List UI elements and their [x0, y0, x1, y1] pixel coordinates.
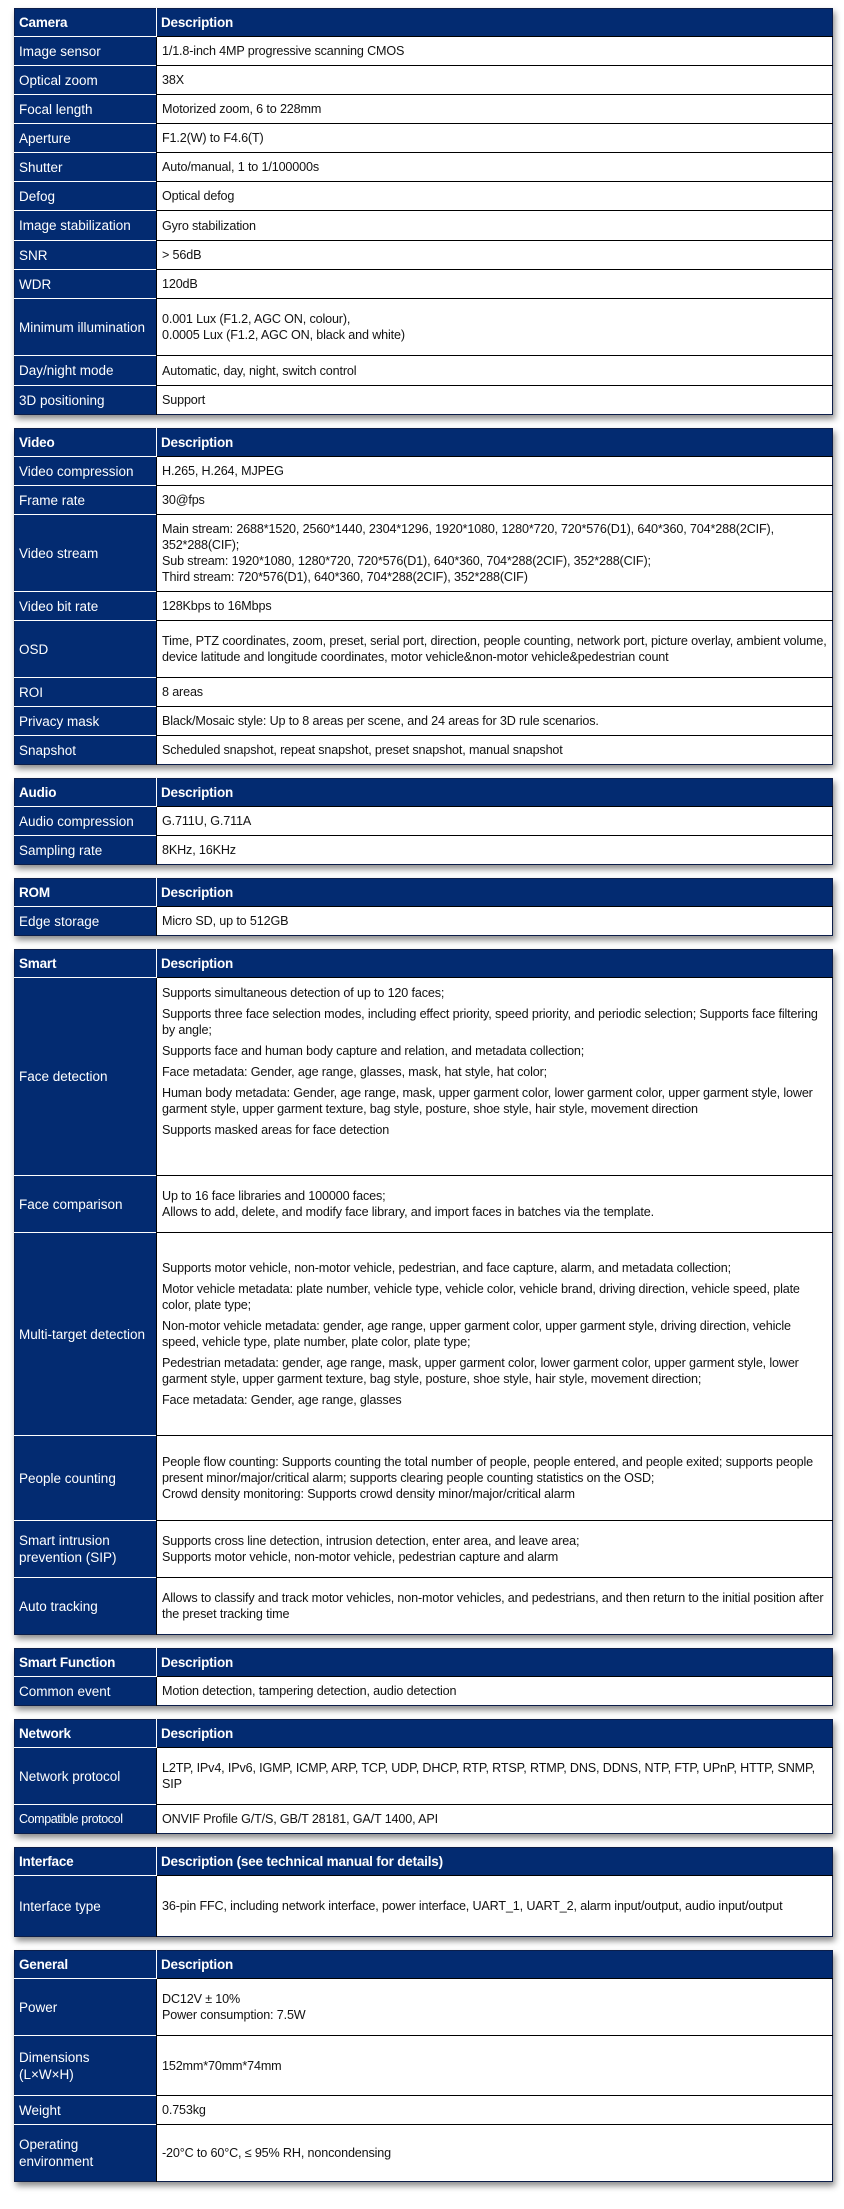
- table-row: [15, 736, 833, 765]
- row-label: Sampling rate: [15, 836, 157, 865]
- value-paragraph: Face metadata: Gender, age range, glasses, mask, hat style, hat color;: [162, 1065, 548, 1079]
- description-header: Description: [157, 429, 833, 457]
- table-row: [15, 2125, 833, 2182]
- table-row: [15, 707, 833, 736]
- row-label: Auto tracking: [15, 1578, 157, 1635]
- row-value: [157, 1521, 833, 1578]
- row-value: [157, 1176, 833, 1233]
- value-line: Power consumption: 7.5W: [162, 2008, 306, 2022]
- table-header: [15, 1848, 833, 1876]
- table-header: [15, 9, 833, 37]
- row-value: [157, 1436, 833, 1521]
- table-row: [15, 299, 833, 356]
- value-line: 0.0005 Lux (F1.2, AGC ON, black and white): [162, 328, 405, 342]
- value-paragraph: Face metadata: Gender, age range, glasses: [162, 1393, 402, 1407]
- section-title: Network: [15, 1720, 157, 1748]
- table-row: [15, 66, 833, 95]
- row-value: 8 areas: [157, 678, 833, 707]
- row-label: Image sensor: [15, 37, 157, 66]
- value-line: Third stream: 720*576(D1), 640*360, 704*288(2CIF), 352*288(CIF): [162, 570, 528, 584]
- value-line: Sub stream: 1920*1080, 1280*720, 720*576(D1), 640*360, 704*288(2CIF), 352*288(CIF);: [162, 554, 651, 568]
- row-value: [157, 515, 833, 592]
- row-value: H.265, H.264, MJPEG: [157, 457, 833, 486]
- row-value: Auto/manual, 1 to 1/100000s: [157, 153, 833, 182]
- table-row: [15, 1578, 833, 1635]
- row-label: Minimum illumination: [15, 299, 157, 356]
- value-line: Main stream: 2688*1520, 2560*1440, 2304*1296, 1920*1080, 1280*720, 720*576(D1), 640*360, 704*288(2CIF), 352*288(CIF);: [162, 522, 774, 552]
- table-row: [15, 807, 833, 836]
- table-row: [15, 836, 833, 865]
- row-value: Scheduled snapshot, repeat snapshot, preset snapshot, manual snapshot: [157, 736, 833, 765]
- row-label: Face comparison: [15, 1176, 157, 1233]
- row-label: Frame rate: [15, 486, 157, 515]
- row-value: Automatic, day, night, switch control: [157, 356, 833, 386]
- row-value: F1.2(W) to F4.6(T): [157, 124, 833, 153]
- value-paragraph: Pedestrian metadata: gender, age range, mask, upper garment color, lower garment color, upper garment style, lower garment style, upper garment texture, bag style, posture, shoe style, hair style, movement direction;: [162, 1356, 799, 1386]
- row-value: Time, PTZ coordinates, zoom, preset, serial port, direction, people counting, network port, picture overlay, ambient volume, device latitude and longitude coordinates, motor vehicle&non-motor vehicle&pedestrian count: [157, 621, 833, 678]
- row-value: ONVIF Profile G/T/S, GB/T 28181, GA/T 1400, API: [157, 1805, 833, 1834]
- row-value: 128Kbps to 16Mbps: [157, 592, 833, 621]
- table-row: [15, 182, 833, 211]
- table-row: [15, 457, 833, 486]
- row-value: Support: [157, 386, 833, 415]
- table-row: [15, 153, 833, 182]
- value-paragraph: Human body metadata: Gender, age range, mask, upper garment color, lower garment color, upper garment style, lower garment style, upper garment texture, bag style, posture, shoe style, hair style, movement direction: [162, 1086, 813, 1116]
- row-label: Day/night mode: [15, 356, 157, 386]
- row-label: Operating environment: [15, 2125, 157, 2182]
- section-title: Video: [15, 429, 157, 457]
- table-row: [15, 907, 833, 936]
- row-label: Video bit rate: [15, 592, 157, 621]
- row-label: Optical zoom: [15, 66, 157, 95]
- row-label: Image stabilization: [15, 211, 157, 241]
- audio-spec-table: [14, 778, 833, 865]
- section-title: Interface: [15, 1848, 157, 1876]
- value-line: Crowd density monitoring: Supports crowd density minor/major/critical alarm: [162, 1487, 575, 1501]
- row-value: 36-pin FFC, including network interface, power interface, UART_1, UART_2, alarm input/output, audio input/output: [157, 1876, 833, 1937]
- table-row: [15, 270, 833, 299]
- table-row: [15, 1979, 833, 2036]
- section-title: General: [15, 1951, 157, 1979]
- table-row: [15, 1748, 833, 1805]
- row-value: Micro SD, up to 512GB: [157, 907, 833, 936]
- value-line: 0.001 Lux (F1.2, AGC ON, colour),: [162, 312, 351, 326]
- interface-spec-table: [14, 1847, 833, 1937]
- row-label: OSD: [15, 621, 157, 678]
- table-row: [15, 2036, 833, 2096]
- row-label: Multi-target detection: [15, 1233, 157, 1436]
- row-label: Focal length: [15, 95, 157, 124]
- table-row: [15, 2096, 833, 2125]
- table-row: [15, 592, 833, 621]
- row-value: Motion detection, tampering detection, audio detection: [157, 1677, 833, 1706]
- table-row: [15, 1805, 833, 1834]
- row-value: -20°C to 60°C, ≤ 95% RH, noncondensing: [157, 2125, 833, 2182]
- label-line: Dimensions: [19, 2049, 90, 2065]
- table-header: [15, 879, 833, 907]
- row-label: Defog: [15, 182, 157, 211]
- row-label: Audio compression: [15, 807, 157, 836]
- description-header: Description: [157, 779, 833, 807]
- row-value: Allows to classify and track motor vehicles, non-motor vehicles, and pedestrians, and then return to the initial position after the preset tracking time: [157, 1578, 833, 1635]
- value-paragraph: Supports three face selection modes, including effect priority, speed priority, and periodic selection; Supports face filtering by angle;: [162, 1007, 818, 1037]
- table-row: [15, 211, 833, 241]
- row-label: Compatible protocol: [15, 1805, 157, 1834]
- table-header: [15, 1720, 833, 1748]
- row-value: [157, 1233, 833, 1436]
- description-header: Description: [157, 9, 833, 37]
- row-label: Privacy mask: [15, 707, 157, 736]
- value-paragraph: Supports simultaneous detection of up to 120 faces;: [162, 986, 445, 1000]
- table-row: [15, 95, 833, 124]
- row-value: 30@fps: [157, 486, 833, 515]
- row-value: [157, 1979, 833, 2036]
- row-label: Weight: [15, 2096, 157, 2125]
- table-row: [15, 241, 833, 270]
- row-label: Shutter: [15, 153, 157, 182]
- row-label: Aperture: [15, 124, 157, 153]
- value-line: DC12V ± 10%: [162, 1992, 241, 2006]
- section-title: Audio: [15, 779, 157, 807]
- row-label: WDR: [15, 270, 157, 299]
- table-row: [15, 356, 833, 386]
- table-row: [15, 1876, 833, 1937]
- value-line: Supports cross line detection, intrusion detection, enter area, and leave area;: [162, 1534, 580, 1548]
- table-row: [15, 515, 833, 592]
- row-label: Common event: [15, 1677, 157, 1706]
- description-header: Description (see technical manual for details): [157, 1848, 833, 1876]
- description-header: Description: [157, 950, 833, 978]
- row-value: Motorized zoom, 6 to 228mm: [157, 95, 833, 124]
- row-label: Video compression: [15, 457, 157, 486]
- general-spec-table: [14, 1950, 833, 2182]
- row-label: Face detection: [15, 978, 157, 1176]
- row-value: Black/Mosaic style: Up to 8 areas per scene, and 24 areas for 3D rule scenarios.: [157, 707, 833, 736]
- smart-spec-table: [14, 949, 833, 1635]
- description-header: Description: [157, 1720, 833, 1748]
- section-title: Smart: [15, 950, 157, 978]
- row-label: Network protocol: [15, 1748, 157, 1805]
- table-row: [15, 124, 833, 153]
- value-line: Allows to add, delete, and modify face library, and import faces in batches via the template.: [162, 1205, 654, 1219]
- value-line: Up to 16 face libraries and 100000 faces;: [162, 1189, 386, 1203]
- table-row: [15, 678, 833, 707]
- row-value: 38X: [157, 66, 833, 95]
- value-paragraph: Supports face and human body capture and relation, and metadata collection;: [162, 1044, 585, 1058]
- row-label: People counting: [15, 1436, 157, 1521]
- row-value: 120dB: [157, 270, 833, 299]
- row-value: 0.753kg: [157, 2096, 833, 2125]
- section-title: Smart Function: [15, 1649, 157, 1677]
- description-header: Description: [157, 1951, 833, 1979]
- table-header: [15, 1951, 833, 1979]
- row-value: [157, 299, 833, 356]
- network-spec-table: [14, 1719, 833, 1834]
- row-label: Power: [15, 1979, 157, 2036]
- section-title: Camera: [15, 9, 157, 37]
- rom-spec-table: [14, 878, 833, 936]
- camera-spec-table: [14, 8, 833, 415]
- table-header: [15, 429, 833, 457]
- row-value: 152mm*70mm*74mm: [157, 2036, 833, 2096]
- table-row: [15, 978, 833, 1176]
- smart-function-spec-table: [14, 1648, 833, 1706]
- table-header: [15, 1649, 833, 1677]
- row-value: L2TP, IPv4, IPv6, IGMP, ICMP, ARP, TCP, UDP, DHCP, RTP, RTSP, RTMP, DNS, DDNS, NTP, FTP, UPnP, HTTP, SNMP, SIP: [157, 1748, 833, 1805]
- row-value: [157, 978, 833, 1176]
- row-label: ROI: [15, 678, 157, 707]
- video-spec-table: [14, 428, 833, 765]
- row-label: 3D positioning: [15, 386, 157, 415]
- row-value: G.711U, G.711A: [157, 807, 833, 836]
- table-header: [15, 950, 833, 978]
- table-header: [15, 779, 833, 807]
- value-paragraph: Supports masked areas for face detection: [162, 1123, 390, 1137]
- table-row: [15, 1233, 833, 1436]
- value-paragraph: Supports motor vehicle, non-motor vehicle, pedestrian, and face capture, alarm, and metadata collection;: [162, 1261, 731, 1275]
- description-header: Description: [157, 1649, 833, 1677]
- table-row: [15, 386, 833, 415]
- row-label: [15, 2036, 157, 2096]
- table-row: [15, 37, 833, 66]
- row-label: Video stream: [15, 515, 157, 592]
- row-label: Interface type: [15, 1876, 157, 1937]
- table-row: [15, 486, 833, 515]
- row-value: Gyro stabilization: [157, 211, 833, 241]
- value-line: Supports motor vehicle, non-motor vehicle, pedestrian capture and alarm: [162, 1550, 559, 1564]
- table-row: [15, 1677, 833, 1706]
- row-value: 8KHz, 16KHz: [157, 836, 833, 865]
- description-header: Description: [157, 879, 833, 907]
- table-row: [15, 1521, 833, 1578]
- table-row: [15, 621, 833, 678]
- value-line: People flow counting: Supports counting the total number of people, people entered, and people exited; supports people present minor/major/critical alarm; supports clearing people counting statistics on the OSD;: [162, 1455, 813, 1485]
- row-label: Edge storage: [15, 907, 157, 936]
- row-value: Optical defog: [157, 182, 833, 211]
- row-value: 1/1.8-inch 4MP progressive scanning CMOS: [157, 37, 833, 66]
- row-value: > 56dB: [157, 241, 833, 270]
- section-title: ROM: [15, 879, 157, 907]
- table-row: [15, 1176, 833, 1233]
- table-row: [15, 1436, 833, 1521]
- value-paragraph: Motor vehicle metadata: plate number, vehicle type, vehicle color, vehicle brand, driving direction, vehicle speed, plate color, plate type;: [162, 1282, 800, 1312]
- value-paragraph: Non-motor vehicle metadata: gender, age range, upper garment color, upper garment style, driving direction, vehicle speed, vehicle type, plate number, plate color, plate type;: [162, 1319, 791, 1349]
- row-label: Snapshot: [15, 736, 157, 765]
- row-label: Smart intrusion prevention (SIP): [15, 1521, 157, 1578]
- label-line: (L×W×H): [19, 2066, 74, 2082]
- row-label: SNR: [15, 241, 157, 270]
